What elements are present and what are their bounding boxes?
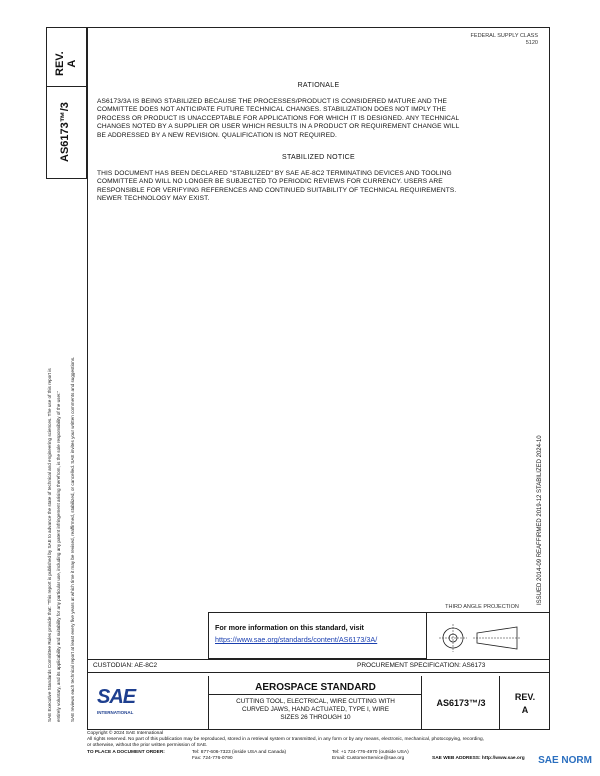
email[interactable]: Email: CustomerService@sae.org xyxy=(332,755,405,761)
doc-number: AS6173™/3 xyxy=(436,698,486,708)
sae-logo-sub: INTERNATIONAL xyxy=(97,710,134,715)
info-box-link[interactable]: https://www.sae.org/standards/content/AS6173/3A/ xyxy=(215,635,378,644)
standard-label: AEROSPACE STANDARD xyxy=(255,682,376,693)
tel-usa: Tel: 877-606-7323 (inside USA and Canada) xyxy=(192,749,287,755)
custodian: CUSTODIAN: AE-8C2 xyxy=(93,662,158,669)
left-margin-line-1: SAE Executive Standards Committee Rules provide that: "This report is published by SAE to advance the state of technical and engineering sciences. The use of this report is xyxy=(47,368,52,722)
rationale-body: AS6173/3A IS BEING STABILIZED BECAUSE THE PROCESSES/PRODUCT IS CONSIDERED MATURE AND THE COMMITTEE DOES NOT ANTICIPATE FUTURE TECHNICAL CHANGES. STABILIZATION DOES NOT IMPLY THE PROCESS OR PRODUCT IS UNACCEPTABLE FOR APPLICATIONS FOR WHICH IT IS DESIGNED. ANY TECHNICAL CHANGES NOTED BY A SUPPLIER OR USER WHICH RESULTS IN A PRODUCT OR REQUIREMENT CHANGE WILL BE ADDRESSED BY A NEW REVISION. QUALIFICATION IS NOT REQUIRED. xyxy=(97,98,460,139)
rev-title: REV. xyxy=(514,692,536,702)
rights-line-1: All rights reserved. No part of this publication may be reproduced, stored in a retrieval system or transmitted, in any form or by any means, electronic, mechanical, photocopying, recording, xyxy=(87,737,484,743)
left-margin-line-3: SAE reviews each technical report at least every five years at which time it may be revised, reaffirmed, stabilized, or cancelled. SAE invites your written comments and suggestions. xyxy=(70,356,75,722)
order-label: TO PLACE A DOCUMENT ORDER: xyxy=(87,749,165,755)
web-address[interactable]: SAE WEB ADDRESS: http://www.sae.org xyxy=(432,755,525,761)
title-block xyxy=(87,676,550,730)
title-divider xyxy=(209,694,422,695)
stabilized-body: THIS DOCUMENT HAS BEEN DECLARED "STABILIZED" BY SAE AE-8C2 TERMINATING DEVICES AND TOOLING COMMITTEE AND WILL NO LONGER BE SUBJECTED TO PERIODIC REVIEWS FOR CURRENCY. USERS ARE RESPONSIBLE FOR VERIFYING REFERENCES AND CONTINUED SUITABILITY OF TECHNICAL REQUIREMENTS. NEWER TECHNOLOGY MAY EXIST. xyxy=(97,170,457,203)
doc-number-vertical: AS6173™/3 xyxy=(59,102,71,162)
federal-supply-class: FEDERAL SUPPLY CLASS 5120 xyxy=(470,33,538,46)
copyright: Copyright © 2024 SAE International xyxy=(87,731,164,736)
left-margin-line-2: entirely voluntary, and its applicability and suitability for any particular use, including any patent infringement arising therefrom, is the sole responsibility of the user." xyxy=(56,390,61,722)
sae-logo: SAE xyxy=(97,686,136,708)
rev-cell xyxy=(500,676,550,730)
projection-label: THIRD ANGLE PROJECTION xyxy=(445,604,519,610)
doc-number-cell xyxy=(422,676,500,730)
info-box-title: For more information on this standard, visit xyxy=(215,623,364,632)
fax: Fax: 724-776-0790 xyxy=(192,755,233,761)
procurement-spec: PROCUREMENT SPECIFICATION: AS6173 xyxy=(357,662,486,669)
rationale-heading: RATIONALE xyxy=(297,82,340,89)
logo-cell xyxy=(87,676,209,730)
tel-intl: Tel: +1 724-776-4970 (outside USA) xyxy=(332,749,409,755)
issue-dates-vertical: ISSUED 2014-09 REAFFIRMED 2019-12 STABILIZED 2024-10 xyxy=(537,435,543,605)
footer xyxy=(87,731,557,762)
rights-line-2: or otherwise, without the prior written permission of SAE. xyxy=(87,743,208,749)
sae-norm-watermark: SAE NORM xyxy=(538,755,592,766)
third-angle-projection-icon xyxy=(439,621,529,655)
info-box xyxy=(208,612,427,659)
projection-box xyxy=(427,604,550,659)
standard-description: CUTTING TOOL, ELECTRICAL, WIRE CUTTING WITH CURVED JAWS, HAND ACTUATED, TYPE I, WIRE SIZES 26 THROUGH 10 xyxy=(236,698,395,721)
rev-value: A xyxy=(521,705,529,715)
rev-label-vertical: REV. A xyxy=(54,51,78,76)
custodian-top-line xyxy=(87,659,550,660)
description-cell xyxy=(209,676,422,730)
custodian-bottom-line xyxy=(87,672,550,673)
stabilized-heading: STABILIZED NOTICE xyxy=(281,154,356,161)
